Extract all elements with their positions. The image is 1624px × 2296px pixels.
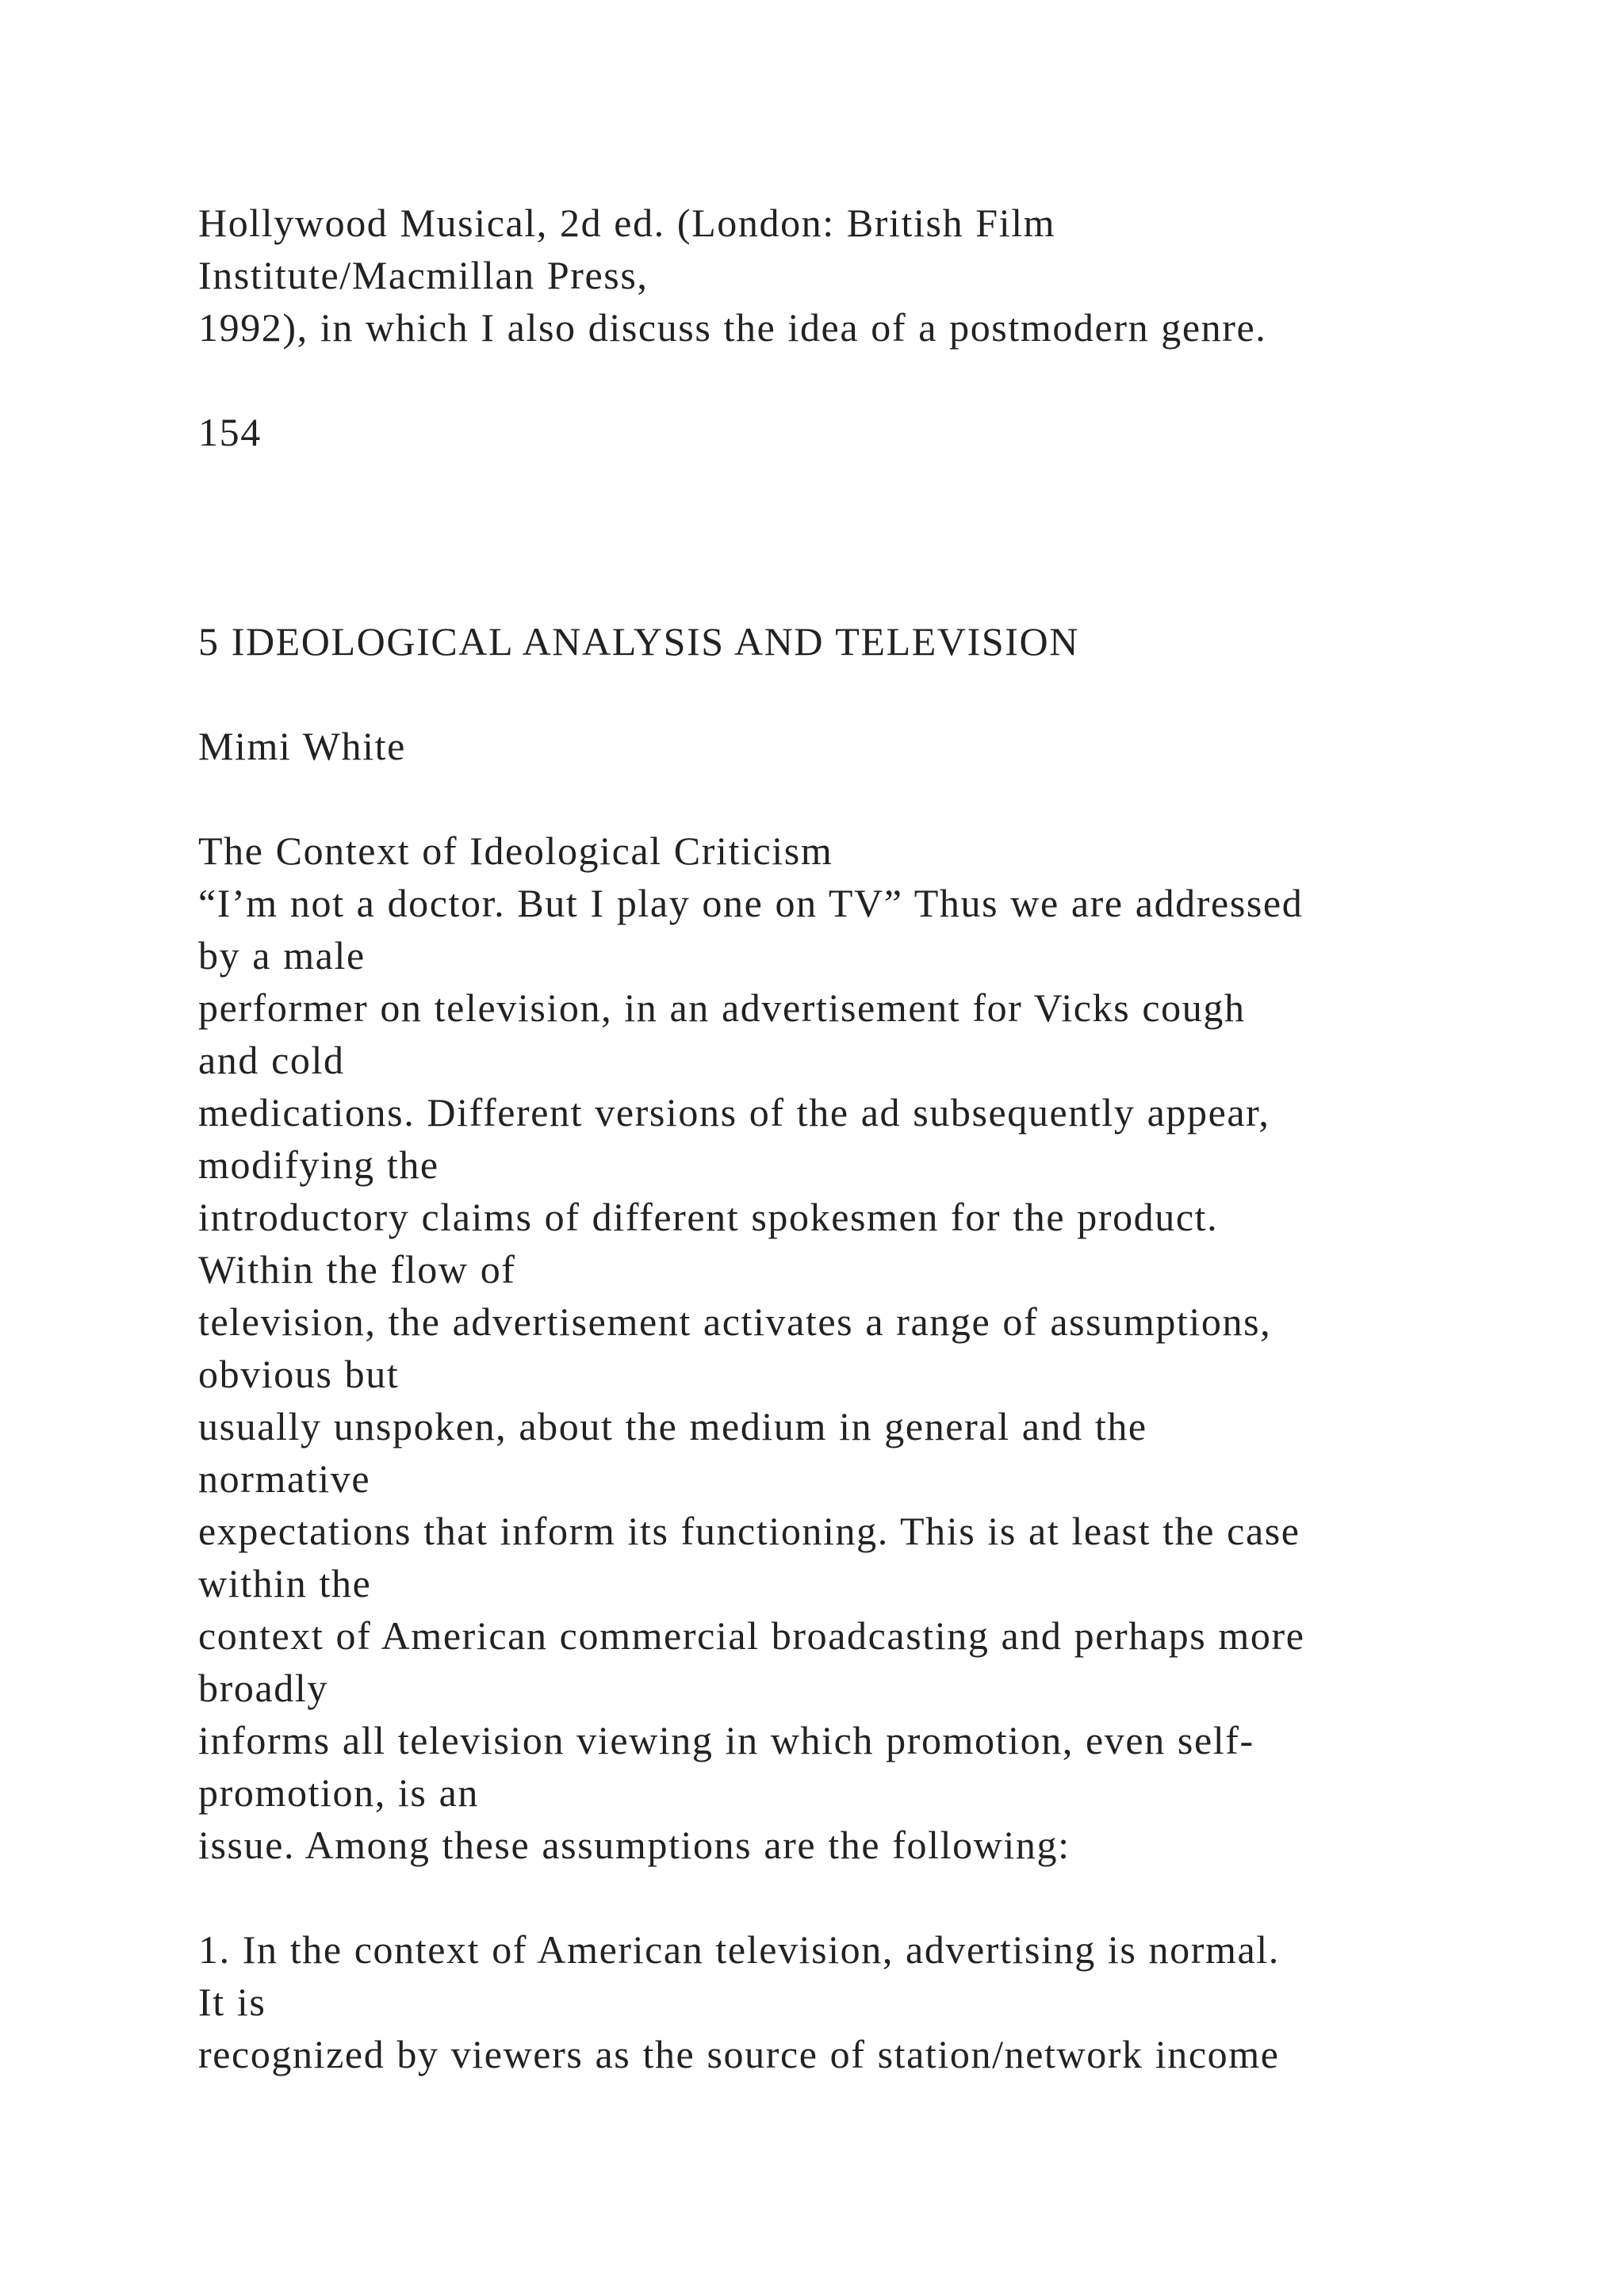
paragraph-line: Within the flow of	[198, 1247, 516, 1292]
page-number: 154	[198, 410, 262, 454]
paragraph-line: usually unspoken, about the medium in general and the	[198, 1404, 1147, 1448]
numbered-list-item	[198, 1923, 1483, 2080]
paragraph-line: context of American commercial broadcasting and perhaps more	[198, 1613, 1305, 1658]
paragraph-line: introductory claims of different spokesmen for the product.	[198, 1195, 1219, 1239]
paragraph-line: expectations that inform its functioning. This is at least the case	[198, 1509, 1300, 1553]
paragraph-line: television, the advertisement activates a range of assumptions,	[198, 1299, 1272, 1344]
spacer	[198, 458, 1483, 615]
list-item-line: It is	[198, 1980, 266, 2024]
spacer	[198, 772, 1483, 825]
paragraph-line: and cold	[198, 1038, 345, 1082]
spacer	[198, 1871, 1483, 1923]
paragraph-line: modifying the	[198, 1142, 439, 1187]
list-item-line: recognized by viewers as the source of station/network income	[198, 2032, 1280, 2076]
chapter-title: 5 IDEOLOGICAL ANALYSIS AND TELEVISION	[198, 619, 1079, 664]
reference-line: 1992), in which I also discuss the idea of a postmodern genre.	[198, 305, 1267, 350]
paragraph-line: issue. Among these assumptions are the following:	[198, 1823, 1071, 1867]
paragraph-line: promotion, is an	[198, 1770, 479, 1815]
paragraph-line: “I’m not a doctor. But I play one on TV” Thus we are addressed	[198, 881, 1304, 925]
section-heading: The Context of Ideological Criticism	[198, 828, 833, 873]
paragraph-line: medications. Different versions of the ad subsequently appear,	[198, 1090, 1270, 1135]
spacer	[198, 354, 1483, 406]
spacer	[198, 668, 1483, 720]
paragraph-line: by a male	[198, 933, 366, 978]
paragraph-line: informs all television viewing in which promotion, even self-	[198, 1718, 1254, 1762]
list-item-line: 1. In the context of American television, advertising is normal.	[198, 1927, 1280, 1972]
body-paragraph	[198, 877, 1483, 1871]
reference-note	[198, 197, 1483, 354]
reference-line: Hollywood Musical, 2d ed. (London: British Film	[198, 201, 1056, 245]
chapter-author: Mimi White	[198, 724, 406, 768]
page-text	[198, 197, 1483, 2080]
paragraph-line: performer on television, in an advertisement for Vicks cough	[198, 985, 1246, 1030]
paragraph-line: broadly	[198, 1666, 328, 1710]
reference-line: Institute/Macmillan Press,	[198, 253, 649, 297]
paragraph-line: obvious but	[198, 1352, 400, 1396]
paragraph-line: within the	[198, 1561, 372, 1605]
paragraph-line: normative	[198, 1456, 371, 1501]
